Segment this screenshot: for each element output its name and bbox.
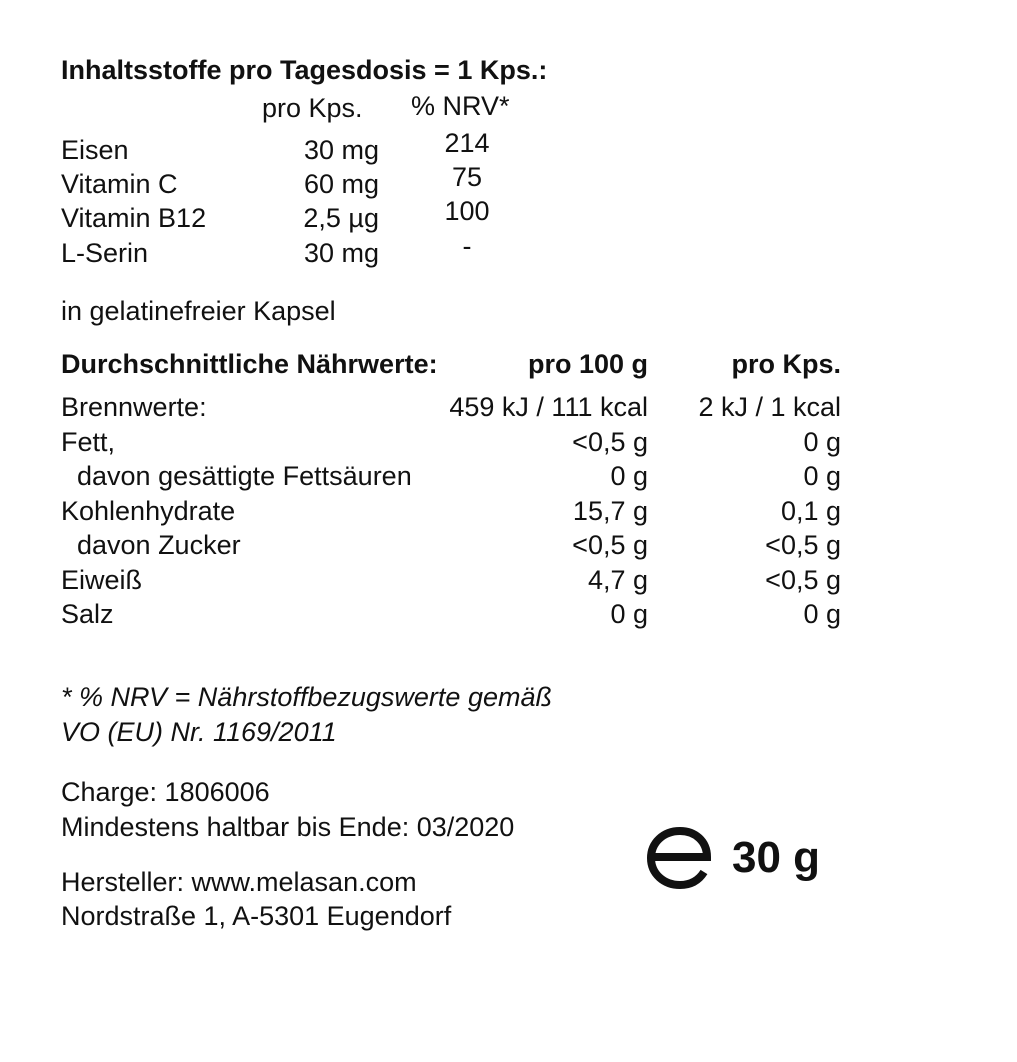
ingredient-nrv: 100: [444, 196, 490, 226]
manufacturer-line: Hersteller: www.melasan.com: [61, 867, 417, 897]
ingredient-name: Eisen: [61, 135, 129, 165]
nutrient-per-100g: 0 g: [610, 599, 648, 629]
ingredient-nrv: 214: [444, 128, 490, 158]
ingredient-amount: 60 mg: [303, 169, 379, 199]
nutrient-per-capsule: 2 kJ / 1 kcal: [698, 392, 841, 422]
footnote-line: VO (EU) Nr. 1169/2011: [61, 717, 337, 747]
ingredients-title: Inhaltsstoffe pro Tagesdosis = 1 Kps.:: [61, 55, 548, 85]
capsule-note: in gelatinefreier Kapsel: [61, 296, 336, 326]
ingredient-amount: 30 mg: [303, 135, 379, 165]
ingredient-name: Vitamin B12: [61, 203, 207, 233]
ingredient-name: Vitamin C: [61, 169, 178, 199]
column-header-per-capsule: pro Kps.: [731, 349, 841, 379]
nutrition-title: Durchschnittliche Nährwerte:: [61, 349, 438, 379]
nutrient-subname: davon Zucker: [77, 530, 241, 560]
nutrient-per-100g: 4,7 g: [587, 565, 648, 595]
nutrient-per-100g: <0,5 g: [572, 427, 648, 457]
ingredient-name: L-Serin: [61, 238, 149, 268]
ingredient-nrv: 75: [451, 162, 483, 192]
batch-charge: Charge: 1806006: [61, 777, 270, 807]
column-header-per-100g: pro 100 g: [527, 349, 648, 379]
nutrient-name: Fett,: [61, 427, 116, 457]
net-quantity: 30 g: [732, 833, 821, 882]
nutrient-per-capsule: 0 g: [803, 599, 841, 629]
nutrient-subname: davon gesättigte Fettsäuren: [77, 461, 412, 491]
nutrient-per-capsule: 0 g: [803, 427, 841, 457]
column-header-nrv: % NRV*: [411, 91, 510, 121]
nutrient-per-100g: 459 kJ / 111 kcal: [449, 392, 648, 422]
nutrient-per-capsule: 0 g: [803, 461, 841, 491]
column-header-per-capsule: pro Kps.: [262, 93, 363, 123]
nutrient-per-capsule: <0,5 g: [765, 530, 841, 560]
ingredient-nrv: -: [462, 231, 472, 261]
nutrient-per-100g: <0,5 g: [572, 530, 648, 560]
nutrient-name: Brennwerte:: [61, 392, 207, 422]
ingredient-amount: 30 mg: [303, 238, 379, 268]
nutrient-name: Kohlenhydrate: [61, 496, 236, 526]
manufacturer-address: Nordstraße 1, A-5301 Eugendorf: [61, 901, 452, 931]
estimated-sign-icon: [645, 826, 715, 890]
nutrient-per-100g: 15,7 g: [572, 496, 648, 526]
nutrient-name: Eiweiß: [61, 565, 143, 595]
nutrient-per-100g: 0 g: [610, 461, 648, 491]
best-before: Mindestens haltbar bis Ende: 03/2020: [61, 812, 515, 842]
nutrient-per-capsule: <0,5 g: [765, 565, 841, 595]
nutrient-per-capsule: 0,1 g: [780, 496, 841, 526]
ingredient-amount: 2,5 µg: [303, 203, 379, 233]
nutrient-name: Salz: [61, 599, 114, 629]
footnote-line: * % NRV = Nährstoffbezugswerte gemäß: [61, 682, 552, 712]
